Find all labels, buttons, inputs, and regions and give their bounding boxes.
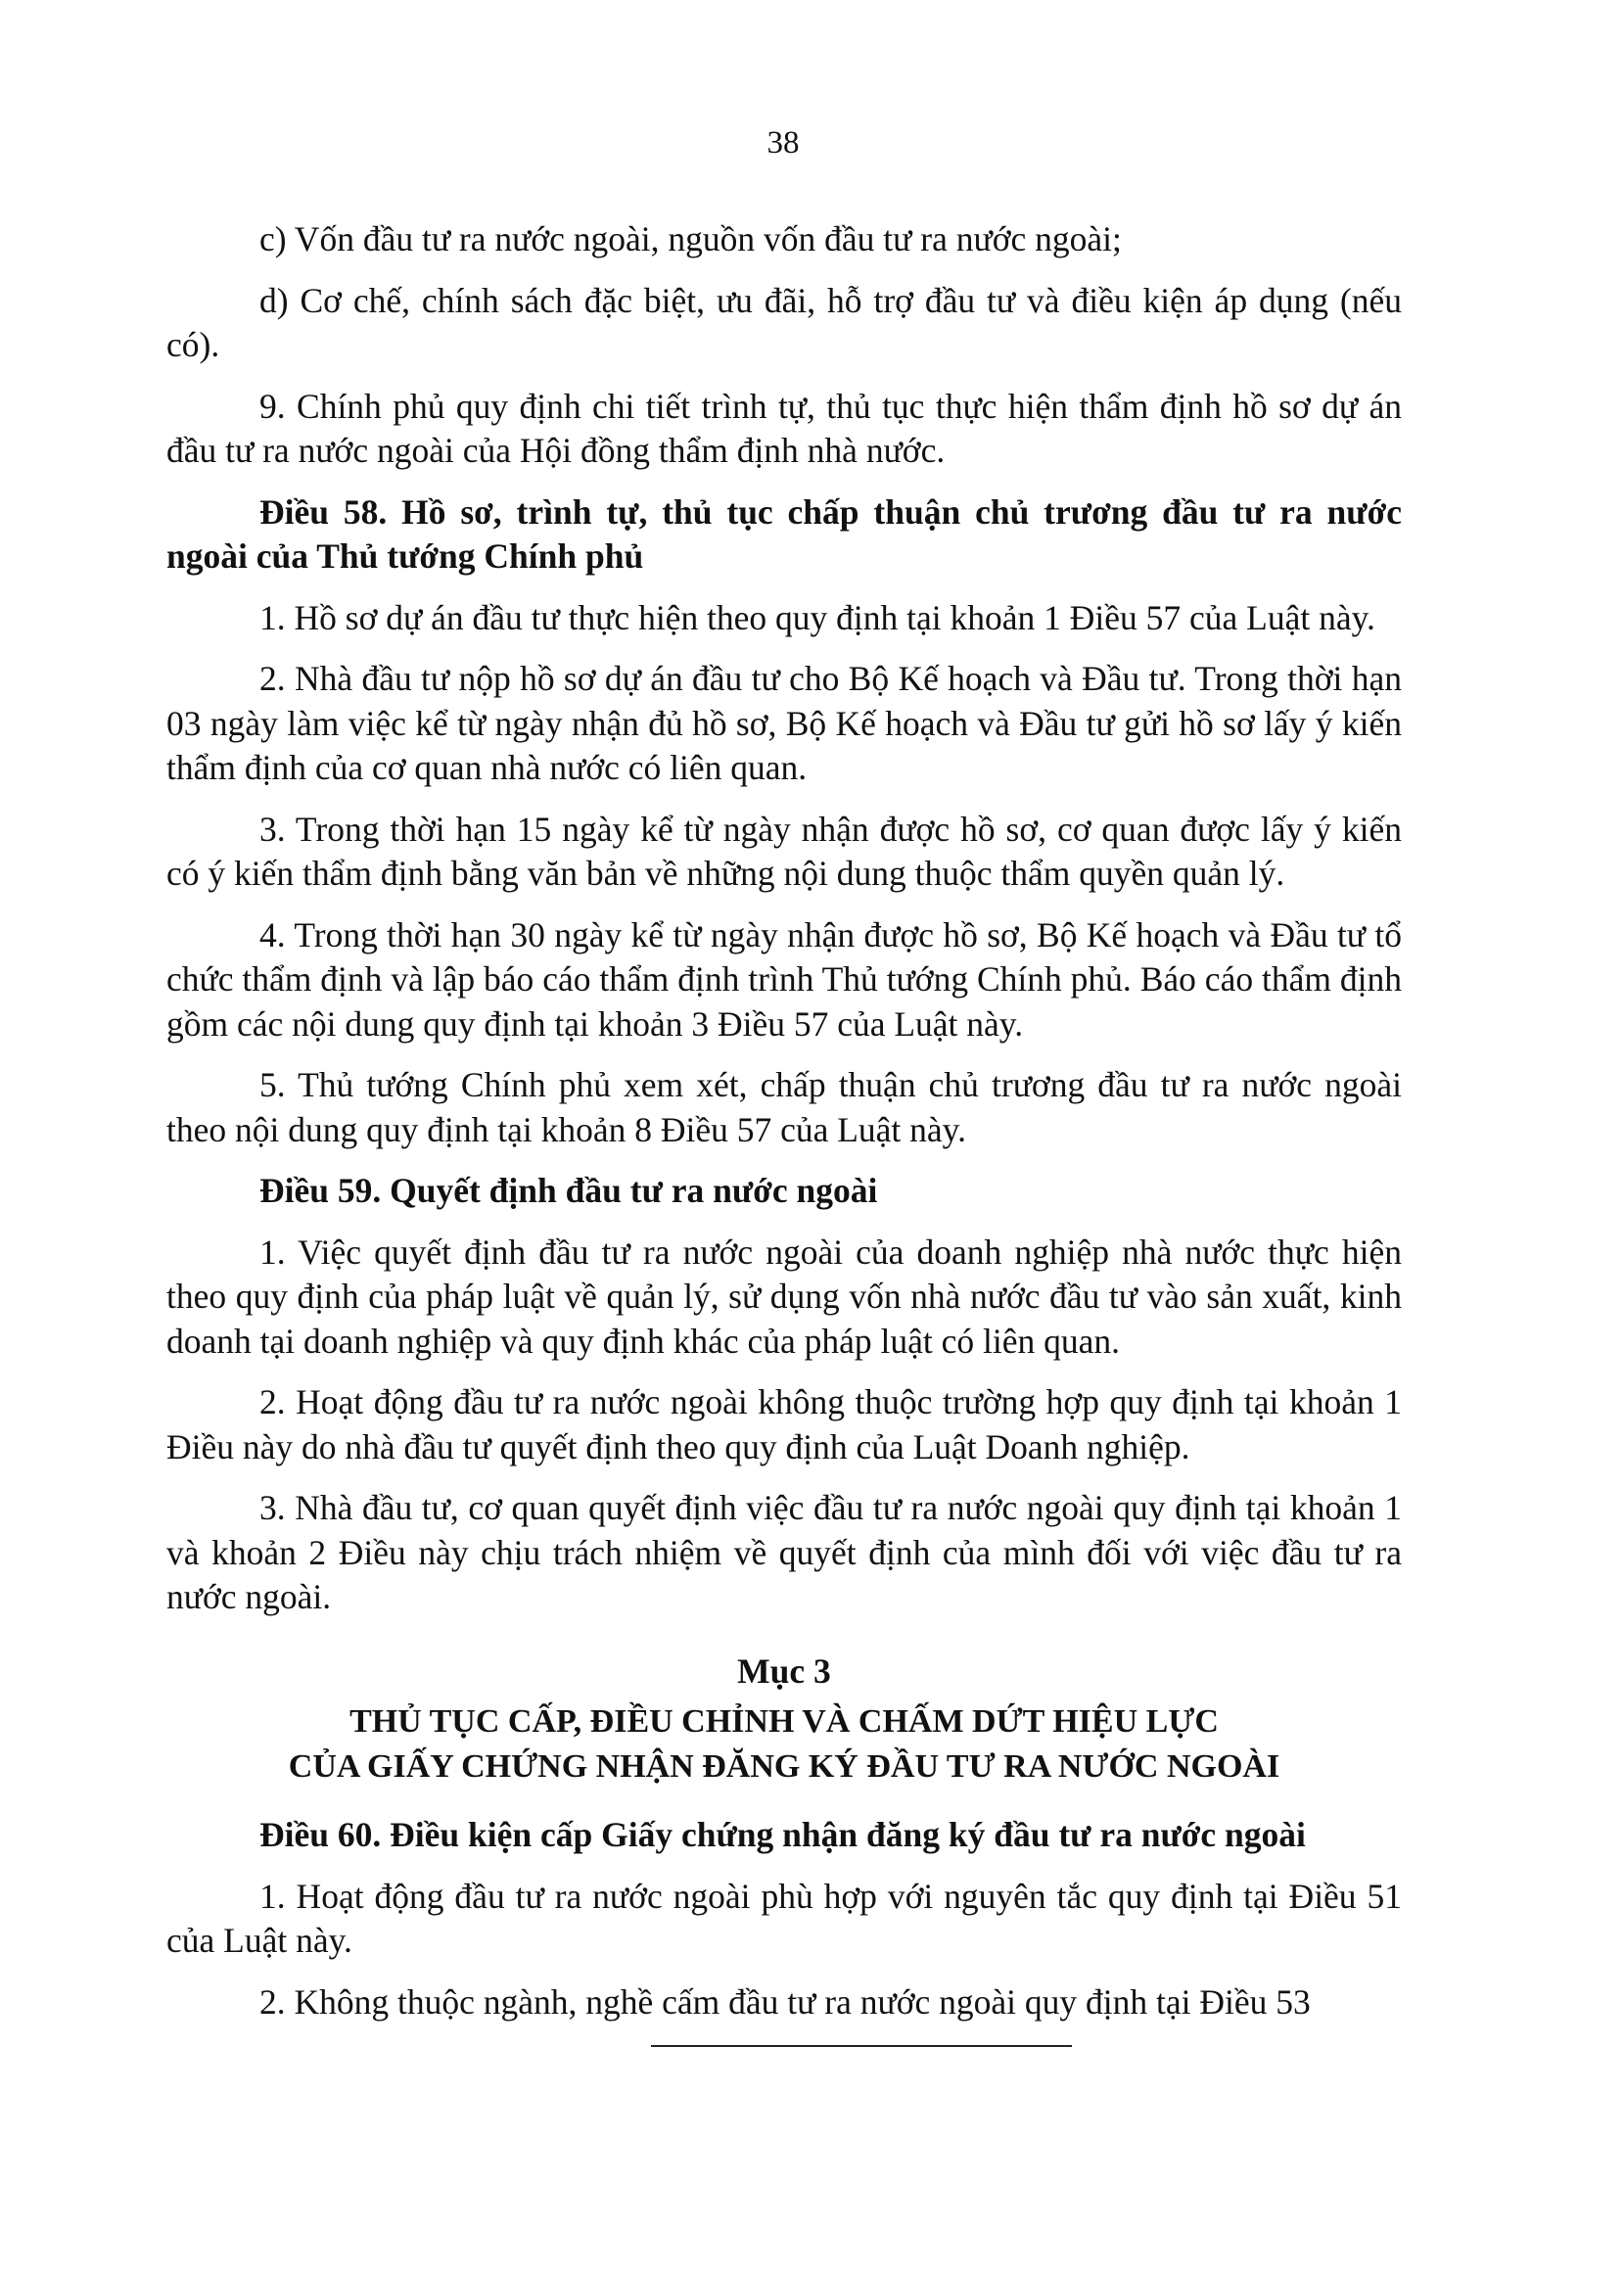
article-58-clause-3: 3. Trong thời hạn 15 ngày kể từ ngày nhận được hồ sơ, cơ quan được lấy ý kiến có ý kiến thẩm định bằng văn bản về những nội dung thuộc thẩm quyền quản lý.: [166, 809, 1402, 893]
item-c: c) Vốn đầu tư ra nước ngoài, nguồn vốn đầu tư ra nước ngoài;: [259, 219, 1122, 258]
item-d: d) Cơ chế, chính sách đặc biệt, ưu đãi, hỗ trợ đầu tư và điều kiện áp dụng (nếu có).: [166, 280, 1402, 364]
article-58-clause-5: 5. Thủ tướng Chính phủ xem xét, chấp thuận chủ trương đầu tư ra nước ngoài theo nội dung quy định tại khoản 8 Điều 57 của Luật này.: [166, 1065, 1402, 1149]
article-58-clause-4: 4. Trong thời hạn 30 ngày kể từ ngày nhận được hồ sơ, Bộ Kế hoạch và Đầu tư tổ chức thẩm định và lập báo cáo thẩm định trình Thủ tướng Chính phủ. Báo cáo thẩm định gồm các nội dung quy định tại khoản 3 Điều 57 của Luật này.: [166, 914, 1402, 1044]
section-label: Mục 3: [737, 1651, 831, 1691]
article-58-clause-1: 1. Hồ sơ dự án đầu tư thực hiện theo quy định tại khoản 1 Điều 57 của Luật này.: [259, 597, 1375, 637]
article-59-clause-2: 2. Hoạt động đầu tư ra nước ngoài không thuộc trường hợp quy định tại khoản 1 Điều này do nhà đầu tư quyết định theo quy định của Luật Doanh nghiệp.: [166, 1382, 1402, 1466]
article-59-clause-1: 1. Việc quyết định đầu tư ra nước ngoài của doanh nghiệp nhà nước thực hiện theo quy định của pháp luật về quản lý, sử dụng vốn nhà nước đầu tư vào sản xuất, kinh doanh tại doanh nghiệp và quy định khác của pháp luật có liên quan.: [166, 1232, 1402, 1361]
section-title-line-1: THỦ TỤC CẤP, ĐIỀU CHỈNH VÀ CHẤM DỨT HIỆU LỰC: [349, 1703, 1219, 1740]
article-60-clause-1: 1. Hoạt động đầu tư ra nước ngoài phù hợp với nguyên tắc quy định tại Điều 51 của Luật này.: [166, 1876, 1402, 1960]
page-number: 38: [766, 125, 800, 161]
document-body: [166, 217, 1402, 2041]
article-58-heading: Điều 58. Hồ sơ, trình tự, thủ tục chấp thuận chủ trương đầu tư ra nước ngoài của Thủ tướng Chính phủ: [166, 491, 1402, 576]
article-58-clause-2: 2. Nhà đầu tư nộp hồ sơ dự án đầu tư cho Bộ Kế hoạch và Đầu tư. Trong thời hạn 03 ngày làm việc kể từ ngày nhận đủ hồ sơ, Bộ Kế hoạch và Đầu tư gửi hồ sơ lấy ý kiến thẩm định của cơ quan nhà nước có liên quan.: [166, 659, 1402, 787]
section-title: [166, 1699, 1402, 1790]
article-59-clause-3: 3. Nhà đầu tư, cơ quan quyết định việc đầu tư ra nước ngoài quy định tại khoản 1 và khoản 2 Điều này chịu trách nhiệm về quyết định của mình đối với việc đầu tư ra nước ngoài.: [166, 1488, 1402, 1616]
article-60-clause-2: 2. Không thuộc ngành, nghề cấm đầu tư ra nước ngoài quy định tại Điều 53: [259, 1981, 1311, 2022]
divider-line: [651, 2045, 1072, 2047]
section-title-line-2: CỦA GIẤY CHỨNG NHẬN ĐĂNG KÝ ĐẦU TƯ RA NƯỚC NGOÀI: [288, 1748, 1280, 1785]
article-60-heading: Điều 60. Điều kiện cấp Giấy chứng nhận đăng ký đầu tư ra nước ngoài: [259, 1815, 1306, 1854]
article-59-heading: Điều 59. Quyết định đầu tư ra nước ngoài: [259, 1171, 878, 1210]
clause-9: 9. Chính phủ quy định chi tiết trình tự, thủ tục thực hiện thẩm định hồ sơ dự án đầu tư ra nước ngoài của Hội đồng thẩm định nhà nước.: [166, 386, 1402, 470]
